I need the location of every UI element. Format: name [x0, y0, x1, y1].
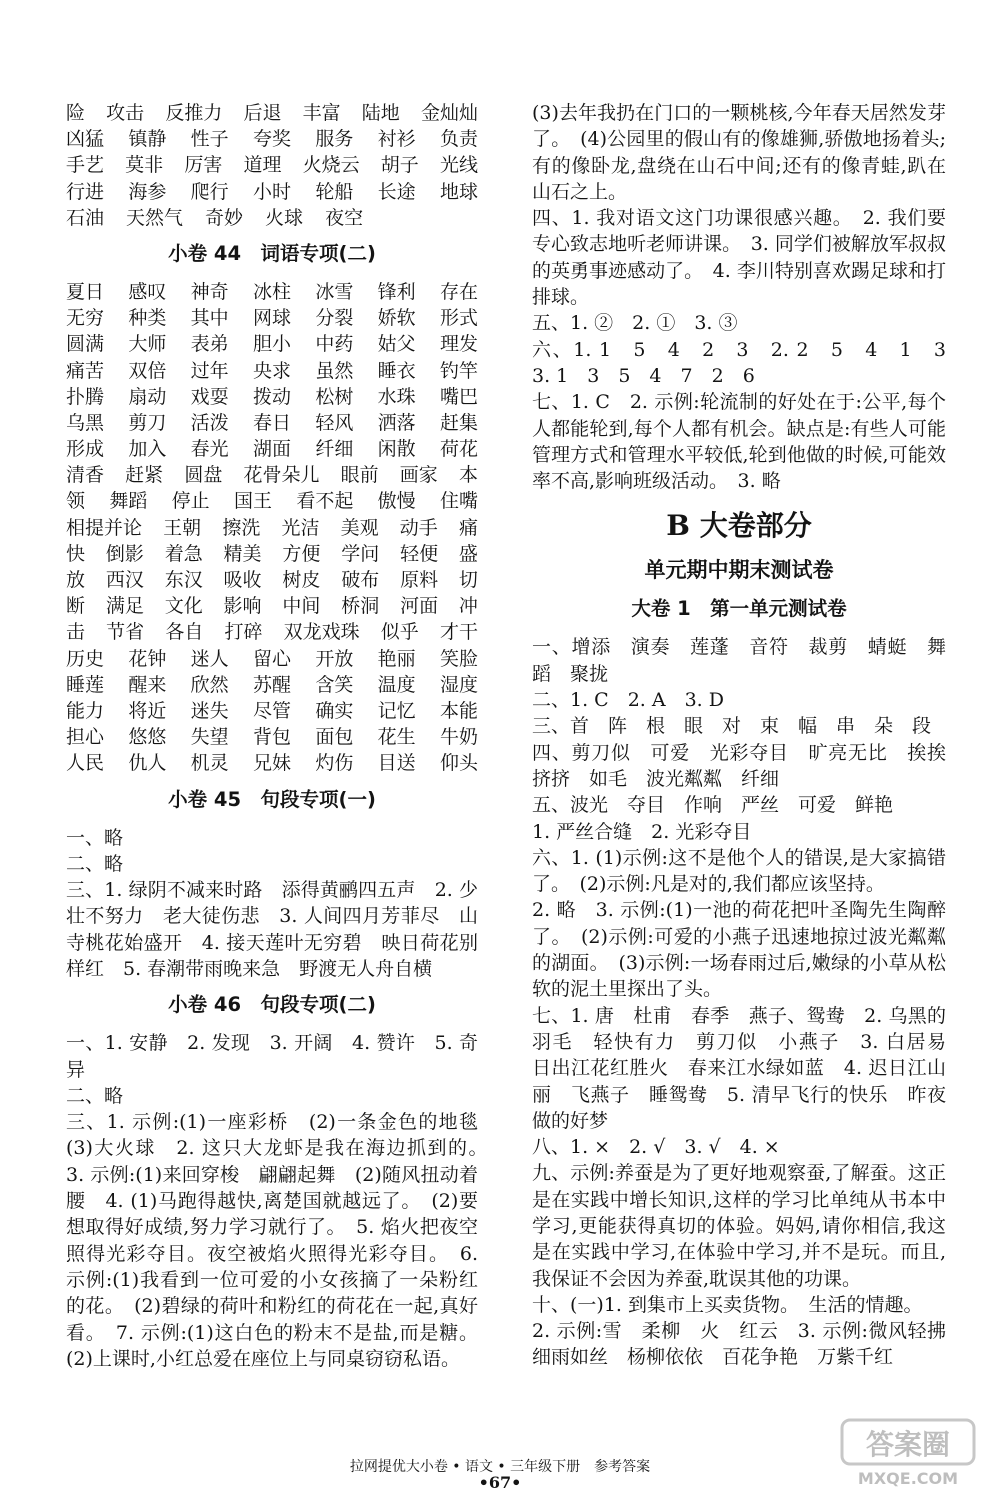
word: 险: [66, 102, 86, 124]
word: 花生: [377, 726, 416, 749]
word: 闲散: [377, 438, 416, 461]
answer-paragraph: 2. 略 3. 示例:(1)一池的荷花把叶圣陶先生陶醉了。 (2)示例:可爱的小燕子迅速地掠过波光粼粼的湖面。 (3)示例:一场春雨过后,嫩绿的小草从松软的泥土里探出了头。: [532, 899, 946, 1001]
word: 后退: [243, 102, 282, 124]
section-heading-44: 小卷 44 词语专项(二): [168, 241, 376, 265]
word-row: [66, 698, 478, 724]
word-list-44: [66, 279, 478, 777]
word: 领: [66, 490, 86, 513]
word: 擦洗: [222, 516, 261, 539]
answer-paragraph: 六、1. 1 5 4 2 3 2. 2 5 4 1 3 3. 1 3 5 4 7 2 6: [532, 338, 966, 387]
test-section-title: 单元期中期末测试卷: [644, 558, 834, 583]
word: 形式: [439, 307, 478, 330]
answer-paragraph: 三、1. 绿阴不减来时路 添得黄鹂四五声 2. 少壮不努力 老大徒伤悲 3. 人间四月芳菲尽 山寺桃花始盛开 4. 接天莲叶无穷碧 映日荷花别样红 5. 春潮带雨晚来急 野渡无人舟自横: [66, 879, 478, 980]
word: 动手: [399, 516, 438, 539]
word: 娇软: [377, 307, 416, 330]
word: 石油: [66, 206, 105, 229]
word-row: [66, 619, 478, 645]
section-heading-46: 小卷 46 句段专项(二): [168, 993, 376, 1017]
word: 花钟: [128, 647, 167, 670]
word: 眼前: [340, 464, 379, 487]
word: 艳丽: [377, 647, 416, 670]
word: 双龙戏珠: [283, 621, 360, 644]
word: 胡子: [380, 154, 419, 177]
word-row: [66, 462, 478, 488]
word: 大师: [128, 333, 167, 356]
word: 方便: [282, 542, 321, 565]
word-row: [66, 152, 478, 178]
word: 悠悠: [128, 726, 167, 749]
word: 火球: [265, 206, 304, 229]
word: 春日: [252, 411, 291, 434]
word: 看不起: [296, 490, 354, 513]
word: 网球: [252, 307, 291, 330]
word: 荷花: [439, 438, 478, 461]
word: 放: [66, 569, 86, 591]
answer-paragraph: (3)去年我扔在门口的一颗桃核,今年春天居然发芽了。 (4)公园里的假山有的像雄狮,骄傲地扬着头;有的像卧龙,盘绕在山石中间;还有的像青蛙,趴在山石之上。: [532, 102, 946, 203]
word: 中药: [315, 333, 354, 356]
word: 面包: [315, 726, 354, 749]
word: 着急: [164, 542, 203, 565]
word: 加入: [128, 438, 167, 461]
word: 莫非: [125, 154, 164, 177]
word: 夜空: [325, 206, 364, 229]
word: 手艺: [66, 154, 105, 177]
word: 目送: [377, 752, 416, 775]
word: 赶紧: [125, 464, 164, 487]
answer-paragraph: 五、波光 夺目 作响 严丝 可爱 鲜艳: [532, 794, 894, 817]
page-footer: 拉网提优大小卷 • 语文 • 三年级下册 参考答案: [349, 1459, 651, 1475]
word: 道理: [243, 154, 282, 177]
word-row: [66, 205, 478, 231]
right-column: [532, 100, 966, 1371]
word: 锋利: [377, 280, 416, 303]
word: 断: [66, 595, 86, 618]
word: 含笑: [315, 673, 354, 696]
word: 人民: [66, 752, 105, 775]
word-row: [66, 436, 478, 462]
word: 痛: [458, 516, 478, 539]
word: 双倍: [128, 359, 167, 382]
word: 地球: [439, 180, 478, 203]
word-row: [66, 100, 478, 126]
word-row: [66, 331, 478, 357]
word: 尽管: [252, 699, 291, 722]
word: 钓竿: [439, 359, 478, 382]
word: 画家: [399, 464, 438, 487]
word: 相提并论: [66, 516, 143, 539]
word-row: [66, 384, 478, 410]
word: 央求: [252, 359, 291, 382]
unit-1-test-answers: [532, 634, 966, 1370]
word: 理发: [439, 333, 478, 356]
word: 赶集: [439, 411, 478, 434]
word: 苏醒: [252, 673, 291, 696]
page-number: •67•: [478, 1473, 522, 1492]
word: 虽然: [315, 359, 354, 382]
watermark-logo: [838, 1412, 978, 1492]
word: 美观: [340, 516, 379, 539]
word-row: [66, 410, 478, 436]
word: 背包: [252, 726, 291, 749]
word: 形成: [66, 438, 105, 461]
word: 扇动: [128, 385, 167, 408]
word: 睡衣: [377, 359, 416, 382]
word: 留心: [252, 647, 291, 670]
word: 凶猛: [66, 128, 105, 151]
section-heading-45: 小卷 45 句段专项(一): [168, 787, 376, 811]
word-row: [66, 541, 478, 567]
word: 镇静: [128, 128, 167, 151]
word: 圆盘: [184, 464, 223, 487]
word: 节省: [106, 621, 145, 644]
word: 剪刀: [128, 411, 167, 434]
answer-paragraph: 十、(一)1. 到集市上买卖货物。 生活的情趣。: [532, 1293, 923, 1316]
word: 舞蹈: [109, 490, 148, 513]
word: 过年: [190, 359, 229, 382]
word: 文化: [164, 595, 203, 618]
word: 迷失: [190, 699, 229, 722]
svg-text:MXQE.COM: MXQE.COM: [857, 1469, 959, 1488]
word: 行进: [66, 180, 105, 203]
answer-paragraph: 二、1. C 2. A 3. D: [532, 689, 724, 712]
word: 表弟: [190, 333, 229, 356]
word: 确实: [315, 699, 354, 722]
part-b-title: B 大卷部分: [666, 509, 812, 543]
word: 失望: [190, 726, 229, 749]
word: 破布: [341, 569, 380, 591]
word: 服务: [315, 128, 354, 151]
word: 欣然: [190, 673, 229, 696]
word: 本能: [439, 699, 478, 722]
word: 冰柱: [252, 280, 291, 303]
answers-45: [66, 825, 478, 983]
word: 拨动: [252, 385, 291, 408]
answers-46: [66, 1030, 498, 1372]
word-row: [66, 646, 478, 672]
word: 停止: [171, 490, 210, 513]
word: 切: [458, 569, 478, 591]
word-row: [66, 279, 478, 305]
word-row: [66, 515, 478, 541]
word: 火烧云: [302, 154, 360, 177]
word: 原料: [400, 569, 439, 591]
word: 住嘴: [439, 490, 478, 513]
answer-paragraph: 2. 示例:雪 柔柳 火 红云 3. 示例:微风轻拂 细雨如丝 杨柳依依 百花争艳 万紫千红: [532, 1320, 966, 1369]
word: 仰头: [439, 752, 478, 775]
word: 爬行: [190, 180, 229, 203]
word: 打碎: [224, 621, 263, 644]
word: 冰雪: [315, 280, 354, 303]
word-row: [66, 126, 478, 152]
word: 担心: [66, 726, 105, 749]
answer-paragraph: 八、1. × 2. √ 3. √ 4. ×: [532, 1136, 780, 1159]
word: 轻便: [400, 542, 439, 565]
word: 其中: [190, 307, 229, 330]
word: 种类: [128, 307, 167, 330]
word: 似乎: [380, 621, 419, 644]
word-row: [66, 672, 478, 698]
word-row: [66, 593, 478, 619]
word: 天然气: [126, 206, 184, 229]
answer-paragraph: 一、略: [66, 826, 124, 849]
left-column: [66, 100, 498, 1372]
word-row: [66, 488, 478, 514]
word: 才干: [439, 621, 478, 644]
word: 长途: [377, 180, 416, 203]
word: 奇妙: [205, 206, 244, 229]
word: 厉害: [184, 154, 223, 177]
word: 存在: [439, 280, 478, 303]
word: 海参: [128, 180, 167, 203]
word: 记忆: [377, 699, 416, 722]
word: 迷人: [190, 647, 229, 670]
answer-paragraph: 四、1. 我对语文这门功课很感兴趣。 2. 我们要专心致志地听老师讲课。 3. 同学们被解放军叔叔的英勇事迹感动了。 4. 李川特别喜欢踢足球和打排球。: [532, 207, 946, 309]
word: 兄妹: [252, 752, 291, 775]
word-row: [66, 750, 478, 776]
answer-paragraph: 一、增添 演奏 莲蓬 音符 裁剪 蜻蜓 舞蹈 聚拢: [532, 636, 946, 685]
word: 盛: [458, 542, 478, 565]
word: 轮船: [315, 180, 354, 203]
answers-continued: [532, 100, 966, 494]
word: 光洁: [281, 516, 320, 539]
word-list-top: [66, 100, 478, 231]
word: 性子: [190, 128, 229, 151]
word: 笑脸: [439, 647, 478, 670]
word-row: [66, 179, 478, 205]
word-row: [66, 724, 478, 750]
svg-text:答案圈: 答案圈: [865, 1428, 951, 1461]
word: 轻风: [315, 411, 354, 434]
word: 戏耍: [190, 385, 229, 408]
word: 活泼: [190, 411, 229, 434]
word: 反推力: [165, 102, 223, 124]
answer-paragraph: 五、1. ② 2. ① 3. ③: [532, 312, 738, 335]
answer-paragraph: 二、略: [66, 852, 124, 875]
word: 丰富: [302, 102, 341, 124]
word: 机灵: [190, 752, 229, 775]
word: 灼伤: [315, 752, 354, 775]
word: 倒影: [105, 542, 144, 565]
word: 衬衫: [377, 128, 416, 151]
word: 满足: [105, 595, 144, 618]
answer-paragraph: 三、首 阵 根 眼 对 束 幅 串 朵 段: [532, 715, 932, 738]
answer-paragraph: 九、示例:养蚕是为了更好地观察蚕,了解蚕。这正是在实践中增长知识,这样的学习比单纯从书本中学习,更能获得真切的体验。妈妈,请你相信,我这是在实践中学习,在体验中学习,并不是玩。而且,我保证不会因为养蚕,耽误其他的功课。: [532, 1162, 946, 1290]
word: 仇人: [128, 752, 167, 775]
word: 牛奶: [439, 726, 478, 749]
unit-1-test-heading: 大卷 1 第一单元测试卷: [631, 597, 847, 621]
word: 中间: [282, 595, 321, 618]
answer-paragraph: 七、1. 唐 杜甫 春季 燕子、鸳鸯 2. 乌黑的羽毛 轻快有力 剪刀似 小燕子 3. 白居易 日出江花红胜火 春来江水绿如蓝 4. 迟日江山丽 飞燕子 睡鸳鸯 5. 清早飞行的快乐 昨夜做的好梦: [532, 1004, 966, 1132]
word: 花骨朵儿: [243, 464, 320, 487]
word: 东汉: [164, 569, 203, 591]
word: 神奇: [190, 280, 229, 303]
word: 湖面: [252, 438, 291, 461]
word: 能力: [66, 699, 105, 722]
word: 湿度: [439, 673, 478, 696]
word: 历史: [66, 647, 105, 670]
word: 将近: [128, 699, 167, 722]
word: 嘴巴: [439, 385, 478, 408]
word: 学问: [341, 542, 380, 565]
answer-paragraph: 四、剪刀似 可爱 光彩夺目 旷亮无比 挨挨挤挤 如毛 波光粼粼 纤细: [532, 741, 946, 790]
word: 无穷: [66, 307, 105, 330]
word: 圆满: [66, 333, 105, 356]
word: 光线: [439, 154, 478, 177]
word: 吸收: [223, 569, 262, 591]
word: 痛苦: [66, 359, 105, 382]
word: 水珠: [377, 385, 416, 408]
word-row: [66, 358, 478, 384]
word-row: [66, 567, 478, 593]
word-row: [66, 305, 478, 331]
word: 击: [66, 621, 86, 644]
word: 攻击: [106, 102, 145, 124]
word: 快: [66, 542, 86, 565]
word: 小时: [252, 180, 291, 203]
word: 本: [458, 464, 478, 487]
word: 感叹: [128, 280, 167, 303]
word: 胆小: [252, 333, 291, 356]
word: 纤细: [315, 438, 354, 461]
answer-paragraph: 三、1. 示例:(1)一座彩桥 (2)一条金色的地毯 (3)大火球 2. 这只大龙虾是我在海边抓到的。 3. 示例:(1)来回穿梭 翩翩起舞 (2)随风扭动着腰 4. (1)马跑得越快,离楚国就越远了。 (2)要想取得好成绩,努力学习就行了。 5. 焰火把夜空照得光彩夺目。夜空被焰火照得光彩夺目。 6. 示例:(1)我看到一位可爱的小女孩摘了一朵粉红的花。 (2)碧绿的荷叶和粉红的荷花在一起,真好看。 7. 示例:(1)这白色的粉末不是盐,而是糖。(2)上课时,小红总爱在座位上与同桌窃窃私语。: [66, 1111, 498, 1370]
word: 树皮: [282, 569, 321, 591]
word: 扑腾: [66, 385, 105, 408]
answer-paragraph: 一、1. 安静 2. 发现 3. 开阔 4. 赞许 5. 奇异: [66, 1032, 478, 1081]
answer-paragraph: 六、1. (1)示例:这不是他个人的错误,是大家搞错了。 (2)示例:凡是对的,我们都应该坚持。: [532, 846, 946, 896]
word: 醒来: [128, 673, 167, 696]
word: 桥洞: [341, 595, 380, 618]
word: 金灿灿: [420, 102, 478, 124]
word: 分裂: [315, 307, 354, 330]
word: 温度: [377, 673, 416, 696]
word: 乌黑: [66, 411, 105, 434]
word: 姑父: [377, 333, 416, 356]
answer-paragraph: 1. 严丝合缝 2. 光彩夺目: [532, 820, 752, 843]
word: 王朝: [163, 516, 202, 539]
word: 夏日: [66, 280, 105, 303]
word: 冲: [458, 595, 478, 618]
answer-paragraph: 七、1. C 2. 示例:轮流制的好处在于:公平,每个人都能轮到,每个人都有机会。缺点是:有些人可能管理方式和管理水平较低,轮到他做的时候,可能效率不高,影响班级活动。 3. 略: [532, 391, 946, 493]
word: 夸奖: [252, 128, 291, 151]
word: 春光: [190, 438, 229, 461]
answer-paragraph: 二、略: [66, 1084, 124, 1107]
word: 傲慢: [377, 490, 416, 513]
word: 国王: [233, 490, 272, 513]
word: 清香: [66, 464, 105, 487]
word: 松树: [315, 385, 354, 408]
word: 精美: [223, 542, 262, 565]
word: 睡莲: [66, 673, 105, 696]
word: 陆地: [361, 102, 400, 124]
word: 各自: [165, 621, 204, 644]
word: 河面: [400, 595, 439, 618]
word: 影响: [223, 595, 262, 618]
word: 开放: [315, 647, 354, 670]
word: 负责: [439, 128, 478, 151]
word: 洒落: [377, 411, 416, 434]
word: 西汉: [105, 569, 144, 591]
